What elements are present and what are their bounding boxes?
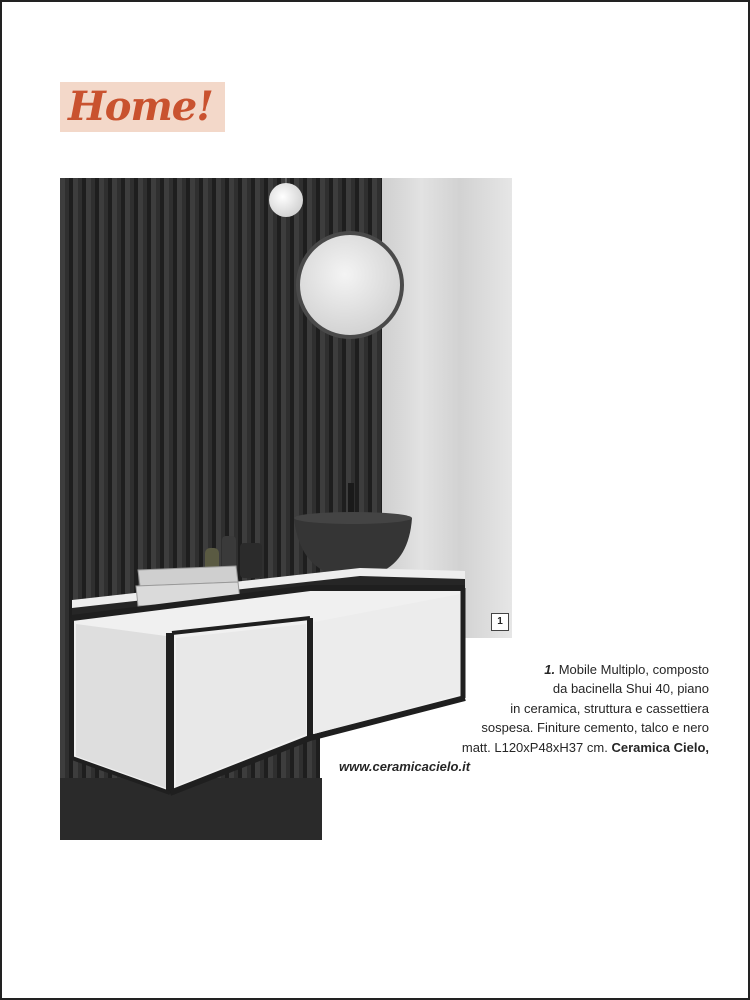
caption-line-3: in ceramica, struttura e cassettiera bbox=[510, 700, 709, 716]
home-logo bbox=[60, 82, 225, 132]
caption-line-5 bbox=[339, 738, 709, 757]
round-mirror bbox=[298, 233, 402, 337]
curtain-wall bbox=[382, 178, 512, 638]
caption-line-6 bbox=[339, 757, 709, 776]
caption-line-2: da bacinella Shui 40, piano bbox=[552, 681, 709, 697]
home-logo-text: Home! bbox=[68, 83, 213, 130]
brand-name: Ceramica Cielo, bbox=[611, 739, 709, 755]
pendant-lamp bbox=[269, 183, 303, 217]
brand-url: www.ceramicacielo.it bbox=[339, 759, 471, 775]
caption-text-5: matt. L120xP48xH37 cm. bbox=[461, 739, 608, 755]
product-caption bbox=[339, 660, 709, 776]
caption-line-1 bbox=[339, 660, 709, 679]
caption-text-1: Mobile Multiplo, composto bbox=[558, 662, 709, 677]
caption-line-4: sospesa. Finiture cemento, talco e nero bbox=[481, 720, 709, 736]
caption-number: 1. bbox=[544, 662, 556, 677]
photo-number-badge: 1 bbox=[491, 613, 509, 631]
